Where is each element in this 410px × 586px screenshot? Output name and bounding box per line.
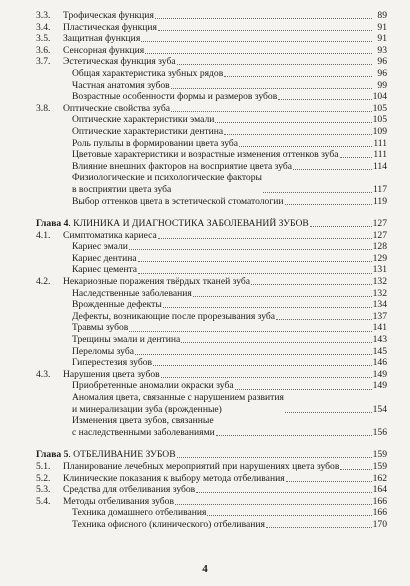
page-number: 170 xyxy=(372,518,387,530)
section-number: 5.1. xyxy=(36,460,51,472)
dot-leader xyxy=(181,342,371,343)
dot-leader xyxy=(175,504,372,505)
toc-entry-subsection[interactable] xyxy=(36,138,387,150)
section-number: 3.3. xyxy=(36,10,51,21)
entry-title: Переломы зуба xyxy=(72,345,134,357)
dot-leader xyxy=(207,515,371,516)
dot-leader xyxy=(239,146,372,147)
entry-title: Планирование лечебных мероприятий при нарушениях цвета зубов xyxy=(63,460,340,472)
dot-leader xyxy=(158,30,372,31)
page-number: 137 xyxy=(372,310,387,322)
dot-leader xyxy=(171,111,372,112)
page-number: 132 xyxy=(372,287,387,299)
page-number: 159 xyxy=(372,460,387,472)
page-number: 111 xyxy=(373,137,387,149)
entry-title: Общая характеристика зубных рядов xyxy=(72,67,224,79)
section-number: 4.2. xyxy=(36,276,51,288)
page-number: 127 xyxy=(372,218,387,230)
toc-entry-subsection[interactable] xyxy=(36,196,387,208)
toc-chapter-5[interactable]: Глава 5. ОТБЕЛИВАНИЕ ЗУБОВ 159 xyxy=(36,449,387,461)
entry-title: Гиперестезия зубов xyxy=(72,357,153,369)
dot-leader xyxy=(138,261,372,262)
entry-title: Роль пульпы в формировании цвета зуба xyxy=(72,137,239,149)
page-number: 128 xyxy=(372,241,387,253)
entry-title: Техника офисного (клинического) отбеливания xyxy=(72,518,265,530)
section-number: 3.4. xyxy=(36,21,51,33)
dot-leader xyxy=(141,41,372,42)
entry-title-line2: в восприятии цвета зуба xyxy=(72,183,172,195)
page-number: 99 xyxy=(377,79,387,91)
toc-entry-subsection[interactable] xyxy=(36,91,387,103)
entry-title xyxy=(72,415,215,438)
toc-entry-subsection[interactable] xyxy=(36,264,387,276)
page-number: 166 xyxy=(372,507,387,519)
toc-entry-subsection[interactable] xyxy=(36,172,387,195)
dot-leader xyxy=(163,307,372,308)
toc-entry-subsection[interactable] xyxy=(36,253,387,265)
toc-entry-section[interactable] xyxy=(36,56,387,68)
entry-title: Оптические свойства зуба xyxy=(63,102,170,114)
dot-leader xyxy=(278,99,371,100)
entry-title: Эстетическая функция зуба xyxy=(63,56,176,68)
entry-title: Выбор оттенков цвета в эстетической стоматологии xyxy=(72,195,284,207)
toc-entry-subsection[interactable] xyxy=(36,380,387,392)
chapter-title: КЛИНИКА И ДИАГНОСТИКА ЗАБОЛЕВАНИЙ ЗУБОВ xyxy=(73,218,309,230)
page-number: 96 xyxy=(377,56,387,68)
toc-entry-section[interactable] xyxy=(36,484,387,496)
dot-leader xyxy=(171,88,372,89)
chapter-title: ОТБЕЛИВАНИЕ ЗУБОВ xyxy=(73,449,176,461)
page-number: 162 xyxy=(372,472,387,484)
dot-leader xyxy=(266,527,372,528)
dot-leader xyxy=(155,18,372,19)
toc-entry-section[interactable] xyxy=(36,473,387,485)
page-number: 129 xyxy=(372,252,387,264)
entry-title: Сенсорная функция xyxy=(63,44,145,56)
toc-entry-section[interactable] xyxy=(36,33,387,45)
entry-title: Пластическая функция xyxy=(63,21,157,33)
dot-leader xyxy=(263,192,372,193)
dot-leader xyxy=(145,53,372,54)
dot-leader xyxy=(129,331,371,332)
toc-entry-section[interactable] xyxy=(36,461,387,473)
entry-title: Приобретенные аномалии окраски зуба xyxy=(72,380,234,392)
entry-title: Трофическая функция xyxy=(63,10,154,21)
section-number: 5.4. xyxy=(36,495,51,507)
dot-leader xyxy=(215,122,371,123)
toc-entry-subsection[interactable] xyxy=(36,357,387,369)
dot-leader xyxy=(293,169,372,170)
toc-entry-section[interactable] xyxy=(36,10,387,22)
toc-entry-subsection[interactable] xyxy=(36,415,387,438)
entry-title: Средства для отбеливания зубов xyxy=(63,484,196,496)
toc-entry-section[interactable] xyxy=(36,276,387,288)
entry-title: Некариозные поражения твёрдых тканей зуба xyxy=(63,276,251,288)
page-number: 114 xyxy=(372,160,387,172)
section-number: 3.5. xyxy=(36,33,51,45)
entry-title: Защитная функция xyxy=(63,33,141,45)
entry-title: Оптические характеристики эмали xyxy=(72,114,215,126)
entry-title: Наследственные заболевания xyxy=(72,287,192,299)
toc-entry-subsection[interactable] xyxy=(36,392,387,415)
section-number: 3.6. xyxy=(36,44,51,56)
entry-title-line1: Физиологические и психологические факторы xyxy=(72,172,262,184)
page-number: 89 xyxy=(377,10,387,21)
dot-leader xyxy=(193,296,372,297)
page-number: 104 xyxy=(372,91,387,103)
entry-title-line2: и минерализации зуба (врожденные) xyxy=(72,403,222,415)
entry-title: Частная анатомия зубов xyxy=(72,79,170,91)
page-number: 132 xyxy=(372,276,387,288)
dot-leader xyxy=(224,134,372,135)
page-number: 141 xyxy=(372,322,387,334)
dot-leader xyxy=(235,389,372,390)
page-folio: 4 xyxy=(202,563,208,575)
page-number: 146 xyxy=(372,357,387,369)
toc-entry-subsection[interactable] xyxy=(36,126,387,138)
page-number: 93 xyxy=(377,44,387,56)
page-number: 105 xyxy=(372,114,387,126)
page-number: 134 xyxy=(372,299,387,311)
toc-entry-subsection[interactable] xyxy=(36,114,387,126)
dot-leader xyxy=(251,284,372,285)
dot-leader xyxy=(276,319,372,320)
section-number: 4.3. xyxy=(36,368,51,380)
dot-leader xyxy=(177,64,372,65)
toc-entry-section[interactable] xyxy=(36,22,387,34)
dot-leader xyxy=(286,481,372,482)
entry-title-line1: Изменения цвета зубов, связанные xyxy=(72,415,214,427)
toc-entry-subsection[interactable] xyxy=(36,149,387,161)
dot-leader xyxy=(310,226,372,227)
toc-entry-section[interactable] xyxy=(36,103,387,115)
page-number: 117 xyxy=(372,183,387,195)
page-number: 91 xyxy=(377,33,387,45)
toc-entry-subsection[interactable] xyxy=(36,507,387,519)
entry-title: Возрастные особенности формы и размеров зубов xyxy=(72,91,278,103)
dot-leader xyxy=(285,204,372,205)
page-number: 91 xyxy=(377,21,387,33)
toc-entry-subsection[interactable] xyxy=(36,311,387,323)
dot-leader xyxy=(224,76,372,77)
page-number: 149 xyxy=(372,380,387,392)
toc-entry-section[interactable] xyxy=(36,369,387,381)
page-number: 131 xyxy=(372,264,387,276)
dot-leader xyxy=(340,469,371,470)
table-of-contents xyxy=(36,10,387,531)
page-number: 127 xyxy=(372,229,387,241)
section-number: 3.8. xyxy=(36,102,51,114)
dot-leader xyxy=(285,412,372,413)
page-number: 156 xyxy=(372,426,387,438)
section-number: 4.1. xyxy=(36,229,51,241)
dot-leader xyxy=(153,365,372,366)
toc-entry-subsection[interactable] xyxy=(36,346,387,358)
section-number: 5.3. xyxy=(36,484,51,496)
dot-leader xyxy=(158,238,372,239)
section-number: 3.7. xyxy=(36,56,51,68)
dot-leader xyxy=(196,492,371,493)
dot-leader xyxy=(135,354,372,355)
dot-leader xyxy=(129,249,372,250)
toc-entry-subsection[interactable] xyxy=(36,80,387,92)
toc-section-chapter4 xyxy=(36,230,387,439)
entry-title xyxy=(72,392,284,415)
page-number: 166 xyxy=(372,495,387,507)
toc-entry-subsection[interactable] xyxy=(36,519,387,531)
entry-title: Травмы зубов xyxy=(72,322,129,334)
toc-entry-section[interactable] xyxy=(36,45,387,57)
toc-entry-section[interactable] xyxy=(36,230,387,242)
toc-section-chapter5 xyxy=(36,461,387,531)
entry-title-line1: Аномалия цвета, связанные с нарушением развития xyxy=(72,392,284,403)
page-number: 154 xyxy=(372,403,387,415)
page-number: 164 xyxy=(372,484,387,496)
chapter-label: Глава 5 xyxy=(36,449,69,461)
toc-entry-subsection[interactable] xyxy=(36,241,387,253)
chapter-label: Глава 4 xyxy=(36,218,69,230)
page-number: 105 xyxy=(372,102,387,114)
toc-entry-subsection[interactable] xyxy=(36,161,387,173)
toc-entry-subsection[interactable] xyxy=(36,334,387,346)
entry-title-line2: с наследственными заболеваниями xyxy=(72,426,215,438)
entry-title: Клинические показания к выбору метода отбеливания xyxy=(63,472,285,484)
entry-title: Оптические характеристики дентина xyxy=(72,125,224,137)
page-number: 143 xyxy=(372,334,387,346)
dot-leader xyxy=(138,273,372,274)
toc-entry-subsection[interactable] xyxy=(36,299,387,311)
dot-leader xyxy=(340,157,373,158)
toc-chapter-4[interactable]: Глава 4. КЛИНИКА И ДИАГНОСТИКА ЗАБОЛЕВАНИЙ ЗУБОВ 127 xyxy=(36,218,387,230)
page-number: 149 xyxy=(372,368,387,380)
toc-entry-section[interactable] xyxy=(36,496,387,508)
toc-section-chapter3 xyxy=(36,10,387,207)
entry-title: Кариес цемента xyxy=(72,264,138,276)
entry-title: Влияние внешних факторов на восприятие цвета зуба xyxy=(72,160,293,172)
page-number: 159 xyxy=(372,449,387,461)
page-number: 119 xyxy=(372,195,387,207)
entry-title xyxy=(72,172,262,195)
toc-entry-subsection[interactable] xyxy=(36,288,387,300)
entry-title: Врожденные дефекты xyxy=(72,299,162,311)
page-number: 111 xyxy=(373,149,387,161)
dot-leader xyxy=(216,435,372,436)
entry-title: Дефекты, возникающие после прорезывания зуба xyxy=(72,310,276,322)
entry-title: Кариес эмали xyxy=(72,241,128,253)
page-number: 109 xyxy=(372,125,387,137)
entry-title: Кариес дентина xyxy=(72,252,137,264)
page-number: 145 xyxy=(372,345,387,357)
entry-title: Методы отбеливания зубов xyxy=(63,495,174,507)
entry-title: Техника домашнего отбеливания xyxy=(72,507,207,519)
entry-title: Нарушения цвета зубов xyxy=(63,368,160,380)
toc-entry-subsection[interactable] xyxy=(36,322,387,334)
dot-leader xyxy=(177,457,372,458)
entry-title: Цветовые характеристики и возрастные изменения оттенков зуба xyxy=(72,149,339,161)
entry-title: Трещины эмали и дентина xyxy=(72,334,181,346)
dot-leader xyxy=(161,377,372,378)
entry-title: Симптоматика кариеса xyxy=(63,229,157,241)
page-number: 96 xyxy=(377,67,387,79)
toc-entry-subsection[interactable] xyxy=(36,68,387,80)
section-number: 5.2. xyxy=(36,472,51,484)
